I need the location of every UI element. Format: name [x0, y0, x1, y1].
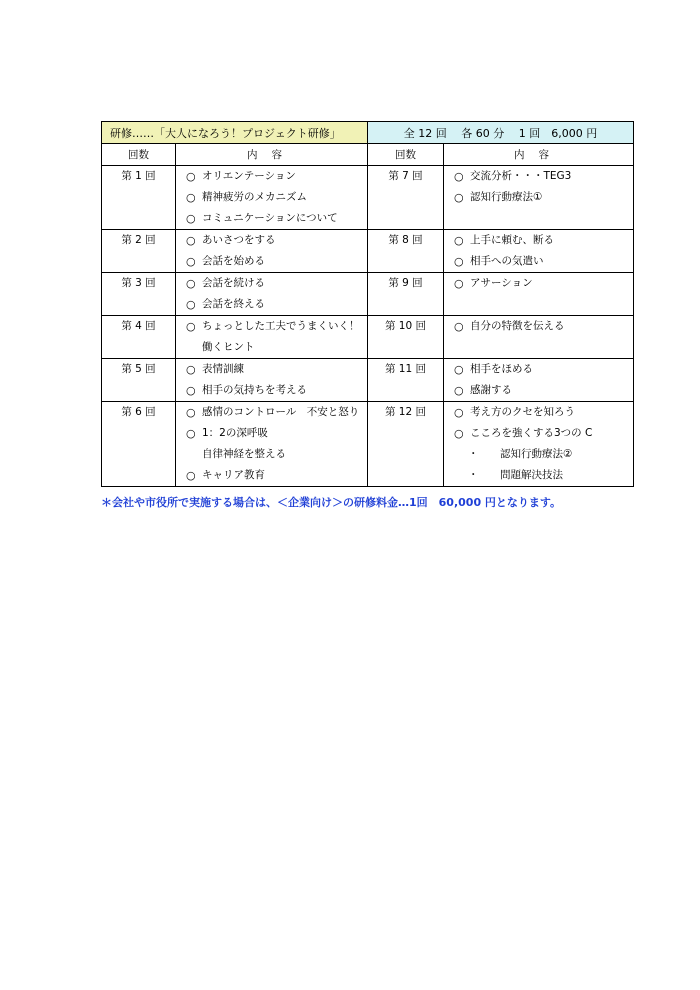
session-label: 第 9 回 [388, 277, 423, 289]
bullet-dot-icon: ・ [468, 469, 479, 481]
circle-bullet-icon: ○ [186, 320, 196, 333]
circle-bullet-icon: ○ [454, 320, 464, 333]
session-label: 第 4 回 [121, 320, 156, 332]
content-header-left: 内容 [176, 144, 368, 166]
content-text: 相手の気持ちを考える [202, 384, 307, 396]
circle-bullet-icon: ○ [186, 298, 196, 311]
session-label: 第 3 回 [121, 277, 156, 289]
content-item [176, 230, 367, 251]
content-text: 認知行動療法① [470, 191, 543, 203]
circle-bullet-icon: ○ [454, 427, 464, 440]
content-text: キャリア教育 [202, 469, 265, 481]
session-label: 第 6 回 [121, 406, 156, 418]
session-row [102, 402, 634, 487]
content-item [176, 208, 367, 229]
session-content [444, 230, 634, 273]
session-label: 第 2 回 [121, 234, 156, 246]
circle-bullet-icon: ○ [454, 255, 464, 268]
content-item [176, 273, 367, 294]
title-row [102, 122, 634, 144]
content-text: 自律神経を整える [202, 448, 286, 460]
content-item [176, 423, 367, 444]
session-content [444, 359, 634, 402]
content-text: 自分の特徴を伝える [470, 320, 565, 332]
content-item [444, 230, 633, 251]
session-label: 第 12 回 [384, 406, 427, 418]
circle-bullet-icon: ○ [454, 384, 464, 397]
session-number [368, 166, 444, 230]
circle-bullet-icon: ○ [186, 469, 196, 482]
circle-bullet-icon: ○ [454, 363, 464, 376]
content-text: 認知行動療法② [500, 448, 573, 460]
content-item [444, 423, 633, 444]
content-item [176, 337, 367, 358]
content-item [444, 251, 633, 272]
session-number [102, 402, 176, 487]
corporate-fee-note: ＊会社や市役所で実施する場合は、＜企業向け＞の研修料金…1回 60,000 円となります。 [101, 496, 562, 509]
program-title: 研修……「大人になろう！プロジェクト研修」 [102, 122, 368, 144]
circle-bullet-icon: ○ [186, 363, 196, 376]
session-content [444, 316, 634, 359]
content-item [444, 380, 633, 401]
circle-bullet-icon: ○ [186, 212, 196, 225]
session-row [102, 316, 634, 359]
session-row [102, 230, 634, 273]
circle-bullet-icon: ○ [454, 277, 464, 290]
content-text: 交流分析・・・TEG3 [470, 170, 572, 182]
circle-bullet-icon: ○ [186, 406, 196, 419]
circle-bullet-icon: ○ [186, 384, 196, 397]
content-text: 相手への気遣い [470, 255, 544, 267]
session-number [102, 316, 176, 359]
session-number [368, 230, 444, 273]
session-content [444, 402, 634, 487]
session-label: 第 5 回 [121, 363, 156, 375]
circle-bullet-icon: ○ [186, 191, 196, 204]
content-text: 会話を続ける [202, 277, 265, 289]
session-row [102, 166, 634, 230]
session-number [102, 230, 176, 273]
session-content [176, 166, 368, 230]
content-text: 上手に頼む、断る [470, 234, 554, 246]
content-text: 1：2の深呼吸 [202, 427, 268, 439]
session-number [102, 166, 176, 230]
session-content [176, 273, 368, 316]
circle-bullet-icon: ○ [186, 427, 196, 440]
session-content [444, 273, 634, 316]
session-label: 第 7 回 [388, 170, 423, 182]
circle-bullet-icon: ○ [454, 234, 464, 247]
session-number [368, 273, 444, 316]
content-item [176, 294, 367, 315]
session-label: 第 1 回 [121, 170, 156, 182]
content-text: 会話を始める [202, 255, 265, 267]
content-item [176, 316, 367, 337]
session-number [368, 316, 444, 359]
session-number [102, 359, 176, 402]
content-text: ちょっとした工夫でうまくいく！ [202, 320, 360, 332]
session-label: 第 11 回 [384, 363, 427, 375]
circle-bullet-icon: ○ [186, 255, 196, 268]
session-number [368, 359, 444, 402]
content-text: 会話を終える [202, 298, 265, 310]
session-header-left: 回数 [102, 144, 176, 166]
content-item [176, 444, 367, 465]
content-text: 表情訓練 [202, 363, 244, 375]
content-text: 問題解決技法 [500, 469, 563, 481]
session-row [102, 273, 634, 316]
session-header-right: 回数 [368, 144, 444, 166]
circle-bullet-icon: ○ [186, 234, 196, 247]
content-item [176, 402, 367, 423]
session-number [368, 402, 444, 487]
content-text: 感情のコントロール 不安と怒り [202, 406, 360, 418]
content-item [444, 359, 633, 380]
content-item [176, 465, 367, 486]
column-header-row [102, 144, 634, 166]
session-number [102, 273, 176, 316]
bullet-dot-icon: ・ [468, 448, 479, 460]
content-text: 働くヒント [202, 341, 255, 353]
content-text: 相手をほめる [470, 363, 533, 375]
content-text: あいさつをする [202, 234, 276, 246]
training-schedule-table [101, 121, 634, 487]
content-item [444, 444, 633, 465]
content-item [444, 402, 633, 423]
session-content [176, 316, 368, 359]
circle-bullet-icon: ○ [454, 406, 464, 419]
content-text: 考え方のクセを知ろう [470, 406, 575, 418]
content-item [176, 359, 367, 380]
session-label: 第 8 回 [388, 234, 423, 246]
content-item [444, 465, 633, 486]
content-item [444, 166, 633, 187]
content-item [176, 166, 367, 187]
circle-bullet-icon: ○ [454, 170, 464, 183]
content-item [444, 187, 633, 208]
content-item [176, 187, 367, 208]
session-content [176, 230, 368, 273]
content-item [444, 316, 633, 337]
circle-bullet-icon: ○ [186, 170, 196, 183]
program-fee-summary: 全 12 回 各 60 分 1 回 6,000 円 [368, 122, 634, 144]
content-text: オリエンテーション [202, 170, 296, 182]
circle-bullet-icon: ○ [454, 191, 464, 204]
session-row [102, 359, 634, 402]
session-content [176, 402, 368, 487]
session-label: 第 10 回 [384, 320, 427, 332]
session-content [176, 359, 368, 402]
content-header-right: 内容 [444, 144, 634, 166]
content-text: アサーション [470, 277, 533, 289]
session-content [444, 166, 634, 230]
content-text: 精神疲労のメカニズム [202, 191, 307, 203]
circle-bullet-icon: ○ [186, 277, 196, 290]
content-item [444, 273, 633, 294]
content-text: こころを強くする3つの C [470, 427, 593, 439]
content-text: 感謝する [470, 384, 512, 396]
content-item [176, 380, 367, 401]
content-text: コミュニケーションについて [202, 212, 338, 224]
content-item [176, 251, 367, 272]
